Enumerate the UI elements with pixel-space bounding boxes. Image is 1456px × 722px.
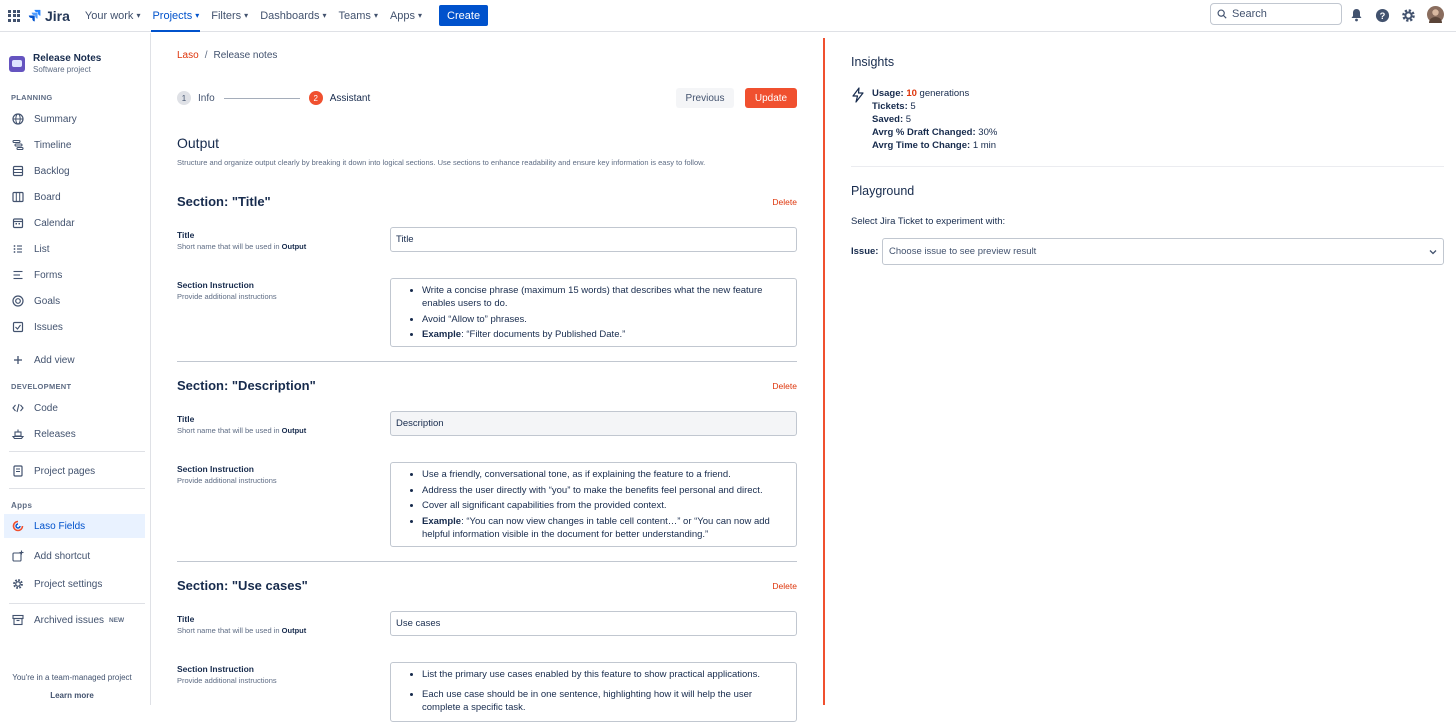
sidebar-add-view[interactable]: Add view [11, 348, 145, 372]
section-heading: Section: "Title" [177, 194, 271, 209]
title-field-label: Title [177, 614, 195, 624]
update-button[interactable]: Update [745, 88, 797, 108]
goals-target-icon [11, 294, 25, 308]
sidebar-item-code[interactable]: Code [11, 396, 145, 420]
user-avatar[interactable] [1427, 6, 1444, 23]
sidebar-divider [9, 488, 145, 489]
section-description [177, 378, 797, 568]
breadcrumb-root-link[interactable]: Laso [177, 50, 199, 61]
section-heading: Section: "Use cases" [177, 578, 308, 593]
jira-logo[interactable] [28, 8, 70, 24]
gear-icon [11, 577, 25, 591]
sidebar-divider [9, 603, 145, 604]
archive-icon [11, 613, 25, 627]
delete-section-button[interactable]: Delete [772, 581, 797, 591]
apps-header: Apps [11, 501, 33, 510]
project-name: Release Notes [33, 53, 102, 64]
planning-header: PLANNING [11, 93, 53, 102]
chevron-down-icon: ▾ [195, 11, 200, 20]
section-instruction-textarea[interactable] [390, 462, 797, 547]
section-divider [177, 561, 797, 562]
sidebar-item-releases[interactable]: Releases [11, 422, 145, 446]
panel-divider[interactable] [823, 38, 825, 705]
chevron-down-icon: ▾ [322, 11, 327, 20]
instruction-field-help: Provide additional instructions [177, 292, 277, 301]
list-icon [11, 242, 25, 256]
instruction-item: • Example: “You can now view changes in table cell content…” or “You can now add helpful information visible in the document for better understanding.” [422, 515, 786, 541]
sidebar-item-laso-fields[interactable]: Laso Fields [4, 514, 145, 538]
sidebar-item-calendar[interactable]: Calendar [11, 211, 145, 235]
settings-gear-icon[interactable] [1400, 7, 1416, 23]
title-field-help: Short name that will be used in Output [177, 242, 307, 251]
step-1-dot[interactable]: 1 [177, 91, 191, 105]
chevron-down-icon: ▾ [244, 11, 249, 20]
stepper-connector [224, 98, 300, 99]
nav-apps[interactable]: Apps ▾ [389, 9, 423, 22]
sidebar-item-project-pages[interactable]: Project pages [11, 459, 145, 483]
plus-icon [11, 353, 25, 367]
title-field-label: Title [177, 230, 195, 240]
issue-label: Issue: [851, 246, 879, 257]
section-instruction-textarea[interactable] [390, 278, 797, 347]
saved-stat: Saved: 5 [872, 114, 912, 125]
new-badge: NEW [109, 616, 125, 624]
instruction-item: • Cover all significant capabilities from the provided context. [422, 499, 786, 512]
title-field-label: Title [177, 414, 195, 424]
instruction-item: • Use a friendly, conversational tone, as if explaining the feature to a friend. [422, 468, 786, 481]
insights-title: Insights [851, 55, 895, 69]
sidebar-project-settings[interactable]: Project settings [11, 572, 145, 596]
time-to-change-stat: Avrg Time to Change: 1 min [872, 140, 997, 151]
calendar-icon [11, 216, 25, 230]
step-2-dot[interactable]: 2 [309, 91, 323, 105]
draft-changed-stat: Avrg % Draft Changed: 30% [872, 127, 998, 138]
instruction-field-label: Section Instruction [177, 464, 254, 474]
tickets-stat: Tickets: 5 [872, 101, 916, 112]
delete-section-button[interactable]: Delete [772, 381, 797, 391]
breadcrumb [177, 50, 277, 61]
sidebar-item-issues[interactable]: Issues [11, 315, 145, 339]
search-icon [1217, 9, 1227, 19]
issue-select[interactable] [882, 238, 1444, 265]
sidebar-item-goals[interactable]: Goals [11, 289, 145, 313]
project-icon [9, 56, 25, 72]
project-type: Software project [33, 65, 91, 74]
step-2-label[interactable]: Assistant [329, 92, 371, 104]
insights-divider [851, 166, 1444, 167]
sidebar-item-timeline[interactable]: Timeline [11, 133, 145, 157]
issue-select-placeholder: Choose issue to see preview result [889, 246, 1037, 257]
globe-icon [11, 112, 25, 126]
forms-icon [11, 268, 25, 282]
main-content [152, 33, 822, 713]
sidebar-item-list[interactable]: List [11, 237, 145, 261]
jira-logo-icon [28, 9, 41, 22]
nav-your-work[interactable]: Your work ▾ [84, 9, 141, 22]
sidebar-item-summary[interactable]: Summary [11, 107, 145, 131]
help-icon[interactable] [1374, 7, 1390, 23]
laso-app-icon [11, 519, 25, 533]
jira-logo-text: Jira [45, 7, 70, 24]
previous-button[interactable]: Previous [676, 88, 734, 108]
section-instruction-textarea[interactable] [390, 662, 797, 722]
nav-teams[interactable]: Teams ▾ [338, 9, 378, 22]
insights-stats [872, 87, 997, 152]
output-description: Structure and organize output clearly by breaking it down into logical sections. Use sections to enhance readability and ensure key information is easy to follow. [177, 158, 706, 167]
timeline-icon [11, 138, 25, 152]
svg-text:?: ? [1379, 10, 1385, 21]
issues-icon [11, 320, 25, 334]
instruction-field-label: Section Instruction [177, 280, 254, 290]
add-shortcut-icon [11, 549, 25, 563]
sidebar-add-shortcut[interactable]: Add shortcut [11, 544, 145, 568]
section-title-input[interactable] [390, 227, 797, 252]
top-navigation [0, 0, 1456, 32]
chevron-down-icon: ▾ [373, 11, 378, 20]
instruction-item: • Address the user directly with “you” to make the benefits feel personal and direct. [422, 484, 786, 497]
sidebar-item-board[interactable]: Board [11, 185, 145, 209]
step-1-label[interactable]: Info [198, 92, 215, 104]
stepper [177, 91, 370, 105]
sidebar [0, 33, 151, 705]
nav-projects[interactable]: Projects ▾ [151, 0, 200, 32]
nav-filters[interactable]: Filters ▾ [211, 9, 249, 22]
breadcrumb-current: Release notes [213, 50, 278, 61]
chevron-down-icon: ▾ [418, 11, 423, 20]
instruction-item: • List the primary use cases enabled by this feature to show practical applications. [422, 668, 786, 681]
sidebar-item-forms[interactable]: Forms [11, 263, 145, 287]
chevron-down-icon [1429, 249, 1437, 255]
right-panel [826, 33, 1456, 705]
nav-dashboards[interactable]: Dashboards ▾ [260, 9, 327, 22]
instruction-field-help: Provide additional instructions [177, 476, 277, 485]
team-managed-note: You're in a team-managed project [12, 673, 132, 682]
section-title-input[interactable] [390, 611, 797, 636]
title-field-help: Short name that will be used in Output [177, 426, 307, 435]
section-title [177, 194, 797, 354]
search-box[interactable] [1210, 3, 1342, 25]
learn-more-link[interactable]: Learn more [50, 691, 94, 700]
section-title-input[interactable] [390, 411, 797, 436]
delete-section-button[interactable]: Delete [772, 197, 797, 207]
playground-title: Playground [851, 184, 915, 198]
search-input[interactable] [1232, 8, 1332, 20]
instruction-item: • Each use case should be in one sentence, highlighting how it will help the user complete a specific task. [422, 688, 786, 714]
instruction-field-help: Provide additional instructions [177, 676, 277, 685]
project-header[interactable] [9, 53, 101, 74]
output-title: Output [177, 135, 220, 151]
section-divider [177, 361, 797, 362]
instruction-item: • Avoid “Allow to” phrases. [422, 313, 786, 326]
sidebar-item-backlog[interactable]: Backlog [11, 159, 145, 183]
instruction-item: • Example: “Filter documents by Published Date.” [422, 328, 786, 341]
title-field-help: Short name that will be used in Output [177, 626, 307, 635]
page-icon [11, 464, 25, 478]
section-use-cases [177, 578, 797, 713]
board-icon [11, 190, 25, 204]
instruction-item: • Write a concise phrase (maximum 15 words) that describes what the new feature enables users to do. [422, 284, 786, 310]
create-button[interactable]: Create [439, 5, 488, 26]
notifications-bell-icon[interactable] [1348, 7, 1364, 23]
releases-ship-icon [11, 427, 25, 441]
sidebar-divider [9, 451, 145, 452]
playground-select-label: Select Jira Ticket to experiment with: [851, 216, 1006, 227]
app-switcher-icon[interactable] [8, 10, 20, 22]
development-header: DEVELOPMENT [11, 382, 72, 391]
code-icon [11, 401, 25, 415]
backlog-icon [11, 164, 25, 178]
usage-stat: Usage: 10 generations [872, 88, 970, 99]
breadcrumb-separator: / [204, 50, 208, 61]
instruction-field-label: Section Instruction [177, 664, 254, 674]
section-heading: Section: "Description" [177, 378, 316, 393]
lightning-bolt-icon [851, 87, 865, 103]
chevron-down-icon: ▾ [136, 11, 141, 20]
sidebar-archived-issues[interactable]: Archived issues NEW [11, 608, 145, 632]
